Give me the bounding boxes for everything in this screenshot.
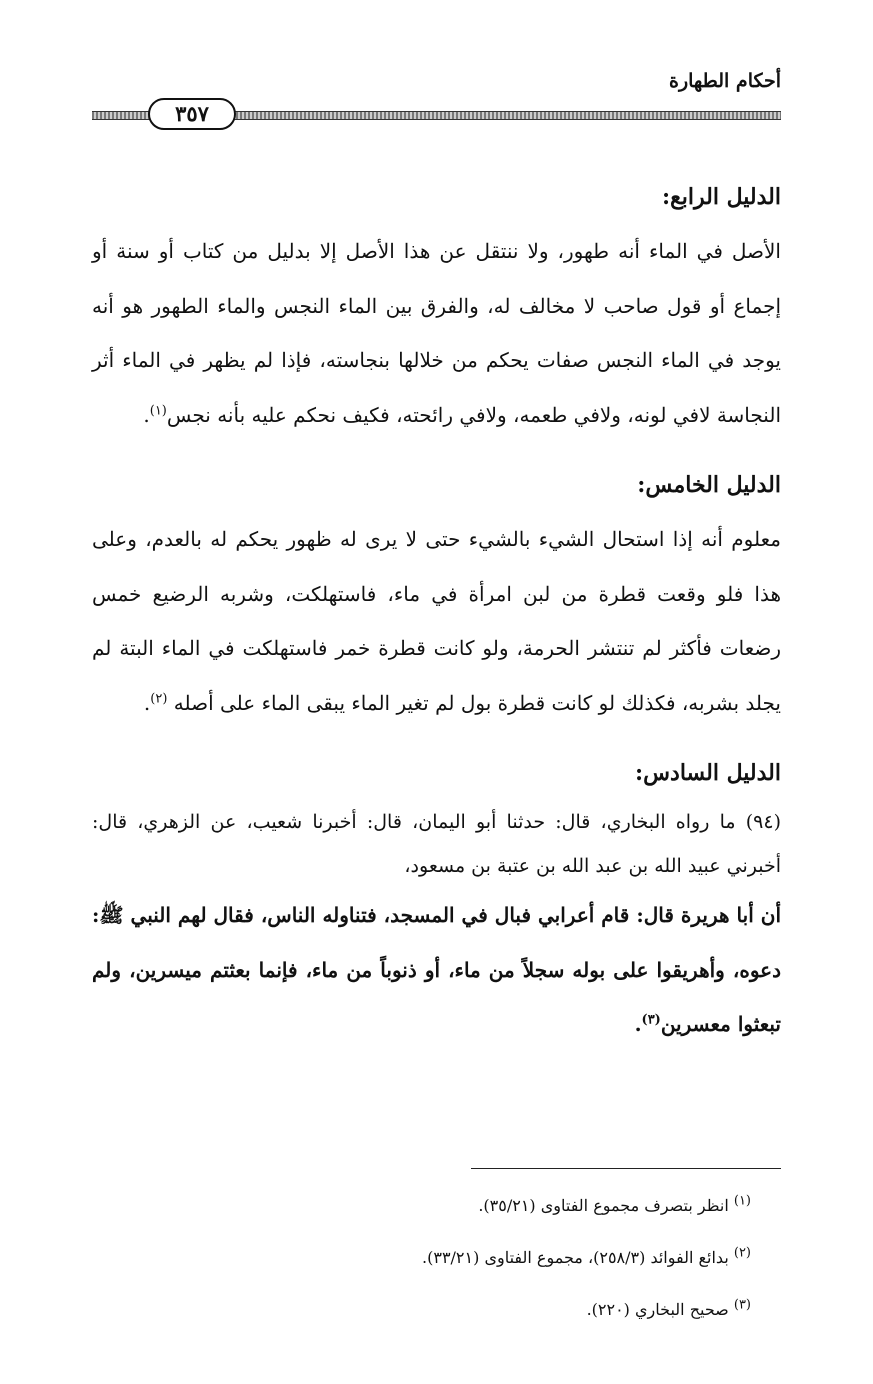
hadith-text <box>92 888 781 1052</box>
footnote-ref: (٢) <box>150 690 168 706</box>
heading-fourth-evidence: الدليل الرابع: <box>661 184 781 210</box>
footnotes <box>422 1180 751 1336</box>
footnote-number: (٢) <box>733 1245 751 1261</box>
footnote-text: صحيح البخاري (٢٢٠). <box>586 1300 729 1319</box>
footnote-ref: (١) <box>149 402 167 418</box>
footnote <box>422 1180 751 1232</box>
period: . <box>634 1012 642 1036</box>
footnote-number: (٣) <box>733 1297 751 1313</box>
paragraph-text: الأصل في الماء أنه طهور، ولا ننتقل عن هذا الأصل إلا بدليل من كتاب أو سنة أو إجماع أو قول صاحب لا مخالف له، والفرق بين الماء النجس والماء الطهور هو أنه يوجد في الماء النجس صفات يحكم من خلالها بنجاسته، فإذا لم يظهر في الماء أثر النجاسة لافي لونه، ولافي طعمه، ولافي رائحته، فكيف نحكم عليه بأنه نجس <box>92 239 781 427</box>
running-title: أحكام الطهارة <box>668 70 781 92</box>
paragraph-fourth-evidence <box>92 224 781 442</box>
hadith-chain: (٩٤) ما رواه البخاري، قال: حدثنا أبو اليمان، قال: أخبرنا شعيب، عن الزهري، قال: أخبرني عبيد الله بن عبد الله بن عتبة بن مسعود، <box>92 811 781 877</box>
period: . <box>143 402 150 427</box>
paragraph-text: معلوم أنه إذا استحال الشيء بالشيء حتى لا يرى له ظهور يحكم له بالعدم، وعلى هذا فلو وقعت قطرة من لبن امرأة في ماء، فاستهلكت، وشربه الرضيع خمس رضعات فأكثر لم تنتشر الحرمة، ولو كانت قطرة خمر فاستهلكت في الماء البتة لم يجلد بشربه، فكذلك لو كانت قطرة بول لم تغير الماء يبقى الماء على أصله <box>92 527 781 715</box>
footnote-text: بدائع الفوائد (٢٥٨/٣)، مجموع الفتاوى (٣٣/٢١). <box>422 1248 729 1267</box>
footnote <box>422 1232 751 1284</box>
footnote-ref: (٣) <box>641 1012 661 1028</box>
heading-sixth-evidence: الدليل السادس: <box>635 760 781 786</box>
paragraph-fifth-evidence <box>92 512 781 730</box>
page-number: ٣٥٧ <box>148 98 236 130</box>
footnote-divider <box>471 1168 781 1169</box>
period: . <box>143 690 151 715</box>
main-text <box>92 170 781 1052</box>
footnote-number: (١) <box>733 1193 751 1209</box>
hadith-body: أن أبا هريرة قال: قام أعرابي فبال في المسجد، فتناوله الناس، فقال لهم النبي ﷺ: دعوه، وأهريقوا على بوله سجلاً من ماء، أو ذنوباً من ماء، فإنما بعثتم ميسرين، ولم تبعثوا معسرين <box>92 903 781 1036</box>
footnote-text: انظر بتصرف مجموع الفتاوى (٣٥/٢١). <box>478 1196 729 1215</box>
footnote <box>422 1284 751 1336</box>
heading-fifth-evidence: الدليل الخامس: <box>637 472 781 498</box>
